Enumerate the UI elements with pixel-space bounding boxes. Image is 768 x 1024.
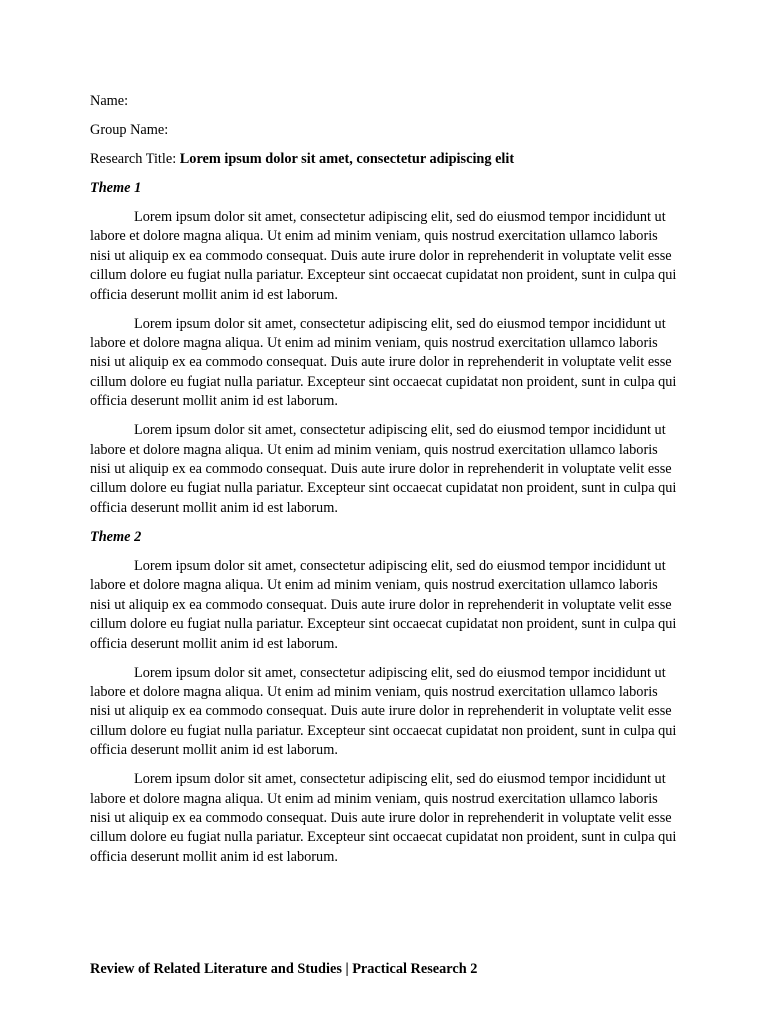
body-paragraph: Lorem ipsum dolor sit amet, consectetur adipiscing elit, sed do eiusmod tempor incididunt ut labore et dolore magna aliqua. Ut enim ad minim veniam, quis nostrud exercitation ullamco laboris nisi ut aliquip ex ea commodo consequat. Duis aute irure dolor in reprehenderit in voluptate velit esse cillum dolore eu fugiat nulla pariatur. Excepteur sint occaecat cupidatat non proident, sunt in culpa qui officia deserunt mollit anim id est laborum. xyxy=(90,209,677,303)
body-paragraph: Lorem ipsum dolor sit amet, consectetur adipiscing elit, sed do eiusmod tempor incididunt ut labore et dolore magna aliqua. Ut enim ad minim veniam, quis nostrud exercitation ullamco laboris nisi ut aliquip ex ea commodo consequat. Duis aute irure dolor in reprehenderit in voluptate velit esse cillum dolore eu fugiat nulla pariatur. Excepteur sint occaecat cupidatat non proident, sunt in culpa qui officia deserunt mollit anim id est laborum. xyxy=(90,422,677,516)
name-label: Name: xyxy=(90,93,129,109)
research-title-value: Lorem ipsum dolor sit amet, consectetur adipiscing elit xyxy=(179,151,515,167)
theme-heading: Theme 1 xyxy=(90,180,142,196)
body-paragraph: Lorem ipsum dolor sit amet, consectetur adipiscing elit, sed do eiusmod tempor incididunt ut labore et dolore magna aliqua. Ut enim ad minim veniam, quis nostrud exercitation ullamco laboris nisi ut aliquip ex ea commodo consequat. Duis aute irure dolor in reprehenderit in voluptate velit esse cillum dolore eu fugiat nulla pariatur. Excepteur sint occaecat cupidatat non proident, sunt in culpa qui officia deserunt mollit anim id est laborum. xyxy=(90,664,677,759)
group-name-label: Group Name: xyxy=(90,122,169,138)
theme-heading: Theme 2 xyxy=(90,528,142,545)
body-paragraph: Lorem ipsum dolor sit amet, consectetur adipiscing elit, sed do eiusmod tempor incididunt ut labore et dolore magna aliqua. Ut enim ad minim veniam, quis nostrud exercitation ullamco laboris nisi ut aliquip ex ea commodo consequat. Duis aute irure dolor in reprehenderit in voluptate velit esse cillum dolore eu fugiat nulla pariatur. Excepteur sint occaecat cupidatat non proident, sunt in culpa qui officia deserunt mollit anim id est laborum. xyxy=(90,771,677,865)
group-name-field xyxy=(90,121,678,140)
page-footer: Review of Related Literature and Studies | Practical Research 2 xyxy=(90,961,478,977)
body-paragraph: Lorem ipsum dolor sit amet, consectetur adipiscing elit, sed do eiusmod tempor incididunt ut labore et dolore magna aliqua. Ut enim ad minim veniam, quis nostrud exercitation ullamco laboris nisi ut aliquip ex ea commodo consequat. Duis aute irure dolor in reprehenderit in voluptate velit esse cillum dolore eu fugiat nulla pariatur. Excepteur sint occaecat cupidatat non proident, sunt in culpa qui officia deserunt mollit anim id est laborum. xyxy=(90,557,677,652)
document-body xyxy=(90,92,678,877)
theme-section-1 xyxy=(90,179,678,518)
research-title-label: Research Title: xyxy=(90,151,177,167)
research-title-field xyxy=(90,150,678,169)
name-field xyxy=(90,92,678,111)
body-paragraph: Lorem ipsum dolor sit amet, consectetur adipiscing elit, sed do eiusmod tempor incididunt ut labore et dolore magna aliqua. Ut enim ad minim veniam, quis nostrud exercitation ullamco laboris nisi ut aliquip ex ea commodo consequat. Duis aute irure dolor in reprehenderit in voluptate velit esse cillum dolore eu fugiat nulla pariatur. Excepteur sint occaecat cupidatat non proident, sunt in culpa qui officia deserunt mollit anim id est laborum. xyxy=(90,315,677,410)
theme-section-2 xyxy=(90,528,678,867)
